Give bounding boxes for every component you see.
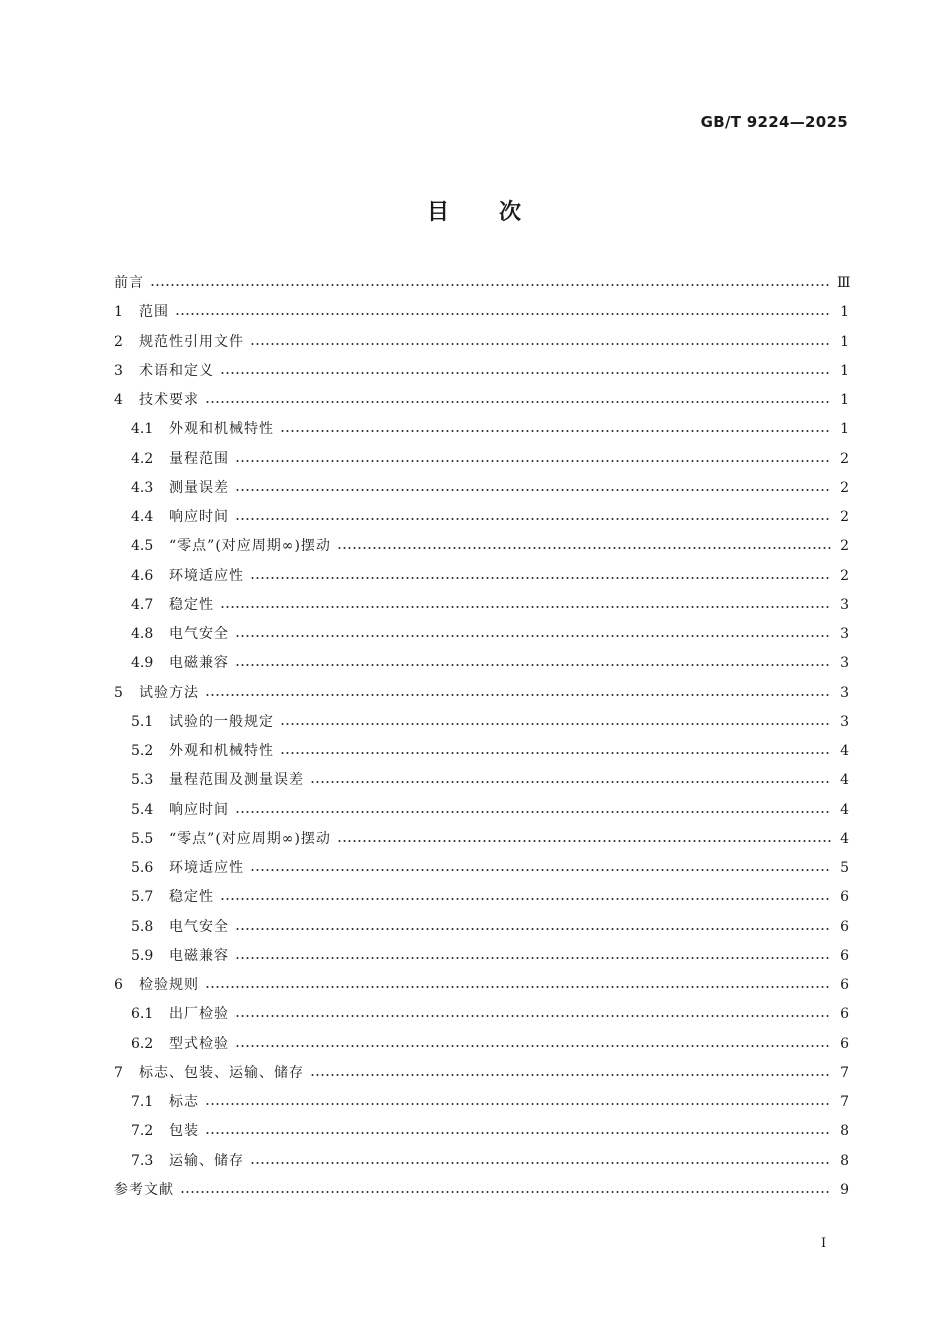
toc-entry[interactable]: [114, 854, 849, 883]
dot-leader: [205, 986, 831, 988]
toc-entry-page: 7: [840, 1094, 849, 1111]
toc-entry-page: 4: [840, 772, 849, 789]
toc-entry-page: 4: [840, 743, 849, 760]
toc-entry-number: 4.2: [131, 450, 154, 467]
toc-entry-page: 2: [840, 567, 849, 584]
toc-entry-page: 3: [840, 684, 849, 701]
title-char-2: 次: [499, 200, 524, 225]
toc-entry-label: 响应时间: [169, 509, 229, 526]
dot-leader: [150, 284, 831, 286]
dot-leader: [235, 489, 831, 491]
toc-entry-number: 5.3: [131, 772, 154, 789]
toc-entry-label: 规范性引用文件: [139, 333, 244, 350]
dot-leader: [235, 664, 831, 666]
toc-entry-page: 3: [840, 596, 849, 613]
toc-entry-number: 5.4: [131, 801, 154, 818]
toc-entry[interactable]: [114, 1117, 849, 1146]
toc-entry[interactable]: [114, 591, 849, 620]
toc-entry-label: 前言: [114, 275, 144, 292]
toc-entry-page: 8: [840, 1123, 849, 1140]
toc-entry-page: 6: [840, 918, 849, 935]
dot-leader: [250, 869, 831, 871]
toc-entry-label: 运输、储存: [169, 1152, 244, 1169]
toc-entry-number: 4.4: [131, 509, 154, 526]
toc-entry[interactable]: [114, 562, 849, 591]
toc-entry-number: 2: [114, 333, 123, 350]
toc-entry[interactable]: [114, 503, 849, 532]
toc-entry-label: 标志、包装、运输、储存: [139, 1064, 304, 1081]
dot-leader: [235, 957, 831, 959]
toc-entry-label: 检验规则: [139, 977, 199, 994]
toc-entry-label: 响应时间: [169, 801, 229, 818]
toc-entry[interactable]: [114, 942, 849, 971]
dot-leader: [250, 343, 831, 345]
toc-entry-page: 1: [840, 421, 849, 438]
toc-entry-number: 5.5: [131, 830, 154, 847]
toc-entry-number: 4.9: [131, 655, 154, 672]
toc-entry-page: 2: [840, 450, 849, 467]
toc-entry-number: 5.7: [131, 889, 154, 906]
dot-leader: [235, 460, 831, 462]
dot-leader: [235, 811, 831, 813]
toc-entry-number: 1: [114, 304, 123, 321]
dot-leader: [235, 928, 831, 930]
toc-entry-label: “零点”(对应周期∞)摆动: [169, 538, 331, 555]
toc-entry-label: 量程范围及测量误差: [169, 772, 304, 789]
toc-entry[interactable]: [114, 1176, 849, 1205]
toc-entry-label: 电磁兼容: [169, 655, 229, 672]
toc-entry-number: 4.8: [131, 626, 154, 643]
dot-leader: [175, 313, 831, 315]
toc-entry-page: 2: [840, 509, 849, 526]
toc-entry-label: 电气安全: [169, 918, 229, 935]
toc-entry-number: 4: [114, 392, 123, 409]
dot-leader: [220, 606, 831, 608]
toc-entry[interactable]: [114, 328, 849, 357]
toc-entry[interactable]: [114, 386, 849, 415]
toc-entry-number: 6: [114, 977, 123, 994]
toc-entry[interactable]: [114, 445, 849, 474]
toc-entry-label: 技术要求: [139, 392, 199, 409]
toc-entry-label: 型式检验: [169, 1035, 229, 1052]
toc-entry-number: 5: [114, 684, 123, 701]
toc-entry-page: 6: [840, 977, 849, 994]
toc-entry-label: 试验的一般规定: [169, 713, 274, 730]
dot-leader: [220, 898, 831, 900]
toc-entry-number: 4.3: [131, 479, 154, 496]
toc-entry[interactable]: [114, 913, 849, 942]
toc-entry-label: 稳定性: [169, 889, 214, 906]
toc-entry-number: 6.2: [131, 1035, 154, 1052]
title-char-1: 目: [426, 200, 451, 225]
dot-leader: [280, 723, 831, 725]
toc-entry-page: Ⅲ: [837, 275, 851, 292]
toc-entry-label: “零点”(对应周期∞)摆动: [169, 830, 331, 847]
toc-entry[interactable]: [114, 883, 849, 912]
toc-entry-page: 6: [840, 889, 849, 906]
toc-entry[interactable]: [114, 825, 849, 854]
toc-entry-label: 外观和机械特性: [169, 743, 274, 760]
dot-leader: [337, 840, 831, 842]
toc-entry[interactable]: [114, 357, 849, 386]
toc-entry-page: 4: [840, 801, 849, 818]
toc-entry-label: 标志: [169, 1094, 199, 1111]
toc-entry[interactable]: [114, 708, 849, 737]
standard-code: GB/T 9224—2025: [700, 113, 848, 131]
toc-entry[interactable]: [114, 269, 849, 298]
toc-entry-page: 8: [840, 1152, 849, 1169]
toc-entry[interactable]: [114, 1000, 849, 1029]
toc-entry-page: 4: [840, 830, 849, 847]
toc-entry-page: 1: [840, 362, 849, 379]
toc-entry-number: 6.1: [131, 1006, 154, 1023]
toc-entry[interactable]: [114, 298, 849, 327]
dot-leader: [235, 635, 831, 637]
page-number: I: [821, 1236, 827, 1251]
toc-entry[interactable]: [114, 1059, 849, 1088]
dot-leader: [337, 547, 831, 549]
toc-entry-page: 3: [840, 655, 849, 672]
toc-entry-label: 电气安全: [169, 626, 229, 643]
toc-entry[interactable]: [114, 532, 849, 561]
toc-entry-page: 1: [840, 333, 849, 350]
toc-entry-number: 5.2: [131, 743, 154, 760]
toc-entry[interactable]: [114, 971, 849, 1000]
toc-entry-page: 6: [840, 1035, 849, 1052]
dot-leader: [235, 518, 831, 520]
toc-entry-label: 试验方法: [139, 684, 199, 701]
toc-entry-label: 术语和定义: [139, 362, 214, 379]
toc-entry-label: 出厂检验: [169, 1006, 229, 1023]
dot-leader: [235, 1015, 831, 1017]
toc-entry-label: 稳定性: [169, 596, 214, 613]
toc-entry-page: 7: [840, 1064, 849, 1081]
toc-entry-page: 6: [840, 947, 849, 964]
toc-entry[interactable]: [114, 415, 849, 444]
dot-leader: [280, 752, 831, 754]
toc-entry-label: 量程范围: [169, 450, 229, 467]
toc-entry[interactable]: [114, 766, 849, 795]
toc-entry-number: 5.1: [131, 713, 154, 730]
toc-entry[interactable]: [114, 737, 849, 766]
toc-entry-number: 7.3: [131, 1152, 154, 1169]
toc-entry-label: 环境适应性: [169, 860, 244, 877]
dot-leader: [235, 1045, 831, 1047]
toc-entry-number: 5.9: [131, 947, 154, 964]
toc-entry-page: 5: [840, 860, 849, 877]
toc-entry-label: 参考文献: [114, 1181, 174, 1198]
dot-leader: [205, 694, 831, 696]
toc-entry-page: 3: [840, 626, 849, 643]
toc-entry-number: 3: [114, 362, 123, 379]
toc-entry[interactable]: [114, 1030, 849, 1059]
dot-leader: [310, 1074, 831, 1076]
table-of-contents: [114, 269, 849, 1205]
toc-entry-page: 9: [840, 1181, 849, 1198]
toc-entry-number: 5.6: [131, 860, 154, 877]
toc-entry[interactable]: [114, 620, 849, 649]
dot-leader: [205, 1132, 831, 1134]
toc-entry[interactable]: [114, 796, 849, 825]
dot-leader: [250, 577, 831, 579]
toc-entry-number: 4.7: [131, 596, 154, 613]
toc-entry-label: 包装: [169, 1123, 199, 1140]
toc-entry-number: 4.5: [131, 538, 154, 555]
toc-entry-number: 4.6: [131, 567, 154, 584]
toc-entry[interactable]: [114, 679, 849, 708]
toc-entry-number: 7.2: [131, 1123, 154, 1140]
dot-leader: [205, 401, 831, 403]
toc-entry-label: 电磁兼容: [169, 947, 229, 964]
dot-leader: [180, 1191, 831, 1193]
toc-entry-number: 7: [114, 1064, 123, 1081]
dot-leader: [310, 781, 831, 783]
page-title: [0, 195, 950, 226]
toc-entry-page: 1: [840, 304, 849, 321]
toc-entry-number: 5.8: [131, 918, 154, 935]
toc-entry-number: 4.1: [131, 421, 154, 438]
toc-entry[interactable]: [114, 1088, 849, 1117]
toc-entry-page: 2: [840, 479, 849, 496]
dot-leader: [220, 372, 831, 374]
dot-leader: [250, 1162, 831, 1164]
toc-entry-page: 6: [840, 1006, 849, 1023]
toc-entry[interactable]: [114, 474, 849, 503]
dot-leader: [280, 430, 831, 432]
toc-entry[interactable]: [114, 649, 849, 678]
toc-entry-label: 外观和机械特性: [169, 421, 274, 438]
toc-entry[interactable]: [114, 1147, 849, 1176]
toc-entry-number: 7.1: [131, 1094, 154, 1111]
toc-entry-page: 1: [840, 392, 849, 409]
toc-entry-label: 测量误差: [169, 479, 229, 496]
dot-leader: [205, 1103, 831, 1105]
toc-entry-label: 范围: [139, 304, 169, 321]
toc-entry-page: 3: [840, 713, 849, 730]
toc-entry-page: 2: [840, 538, 849, 555]
toc-entry-label: 环境适应性: [169, 567, 244, 584]
